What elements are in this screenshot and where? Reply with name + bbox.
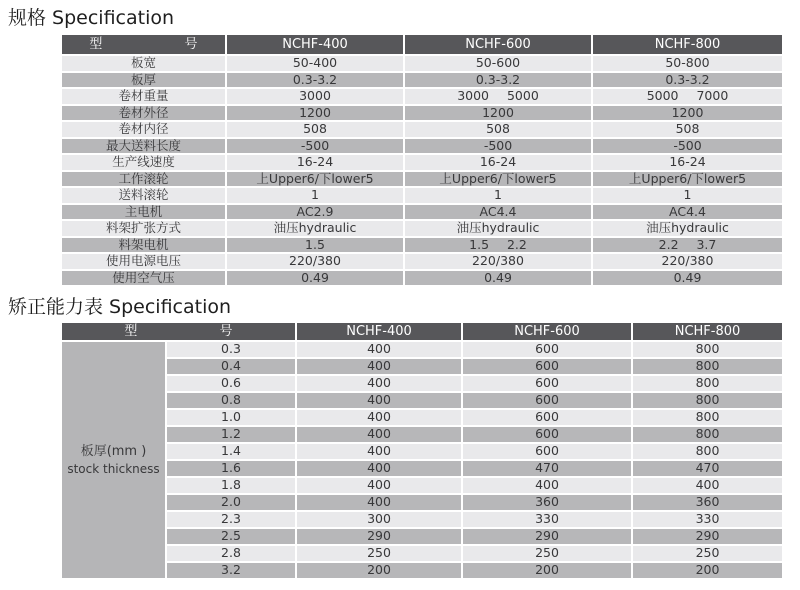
spec-header-nchf-600: NCHF-600	[405, 35, 591, 54]
capacity-value-cell: 400	[297, 410, 461, 425]
spec-value-cell: AC4.4	[405, 205, 591, 220]
spec-value-cell: 50-400	[227, 56, 403, 71]
capacity-value-cell: 400	[297, 478, 461, 493]
capacity-value-cell: 400	[297, 495, 461, 510]
capacity-value-cell: 290	[633, 529, 782, 544]
capacity-header-nchf-800: NCHF-800	[633, 323, 782, 340]
capacity-row	[62, 478, 782, 493]
spec-row	[62, 122, 782, 137]
spec-value-cell: -500	[227, 139, 403, 154]
spec-value-cell: AC2.9	[227, 205, 403, 220]
capacity-value-cell: 400	[297, 359, 461, 374]
spec-value-cell: 油压hydraulic	[593, 221, 782, 236]
capacity-value-cell: 250	[297, 546, 461, 561]
spec-row	[62, 155, 782, 170]
spec-value-cell: 0.3-3.2	[227, 73, 403, 88]
capacity-value-cell: 600	[463, 444, 631, 459]
spec-header-nchf-400: NCHF-400	[227, 35, 403, 54]
thickness-cell: 2.0	[167, 495, 295, 510]
capacity-row	[62, 342, 782, 357]
capacity-value-cell: 360	[463, 495, 631, 510]
spec-row	[62, 89, 782, 104]
capacity-value-cell: 400	[633, 478, 782, 493]
spec-value-cell: 1200	[593, 106, 782, 121]
spec-row	[62, 188, 782, 203]
group-label-en: stock thickness	[67, 461, 160, 476]
spec-row	[62, 271, 782, 286]
spec-row-label: 板宽	[62, 56, 225, 71]
capacity-row	[62, 410, 782, 425]
spec-value-cell: 油压hydraulic	[227, 221, 403, 236]
capacity-value-cell: 600	[463, 393, 631, 408]
spec-value-cell: 16-24	[593, 155, 782, 170]
capacity-row	[62, 444, 782, 459]
spec-row-label: 主电机	[62, 205, 225, 220]
thickness-cell: 2.8	[167, 546, 295, 561]
spec-table	[60, 33, 784, 287]
spec-row-label: 送料滚轮	[62, 188, 225, 203]
capacity-row	[62, 359, 782, 374]
spec-row-label: 生产线速度	[62, 155, 225, 170]
spec-table-body	[62, 56, 782, 285]
spec-row	[62, 172, 782, 187]
spec-value-cell: 1	[593, 188, 782, 203]
thickness-cell: 2.3	[167, 512, 295, 527]
spec-row-label: 最大送料长度	[62, 139, 225, 154]
thickness-cell: 0.6	[167, 376, 295, 391]
capacity-value-cell: 250	[463, 546, 631, 561]
capacity-row	[62, 376, 782, 391]
capacity-value-cell: 400	[297, 376, 461, 391]
capacity-value-cell: 600	[463, 359, 631, 374]
capacity-row	[62, 495, 782, 510]
capacity-value-cell: 400	[297, 393, 461, 408]
capacity-value-cell: 600	[463, 376, 631, 391]
spec-value-cell: 1.5 2.2	[405, 238, 591, 253]
spec-row	[62, 73, 782, 88]
thickness-cell: 1.4	[167, 444, 295, 459]
capacity-value-cell: 400	[297, 427, 461, 442]
spec-value-cell: 3000	[227, 89, 403, 104]
thickness-cell: 1.2	[167, 427, 295, 442]
spec-value-cell: 0.49	[405, 271, 591, 286]
capacity-header-nchf-600: NCHF-600	[463, 323, 631, 340]
thickness-cell: 0.8	[167, 393, 295, 408]
spec-value-cell: -500	[593, 139, 782, 154]
thickness-cell: 1.8	[167, 478, 295, 493]
spec-value-cell: 上Upper6/下lower5	[227, 172, 403, 187]
capacity-value-cell: 200	[633, 563, 782, 578]
spec-value-cell: 上Upper6/下lower5	[405, 172, 591, 187]
thickness-cell: 1.0	[167, 410, 295, 425]
capacity-value-cell: 470	[633, 461, 782, 476]
spec-value-cell: 1.5	[227, 238, 403, 253]
group-label-cn: 板厚(mm )	[80, 444, 147, 460]
capacity-value-cell: 600	[463, 427, 631, 442]
spec-value-cell: 50-600	[405, 56, 591, 71]
spec-row-label: 板厚	[62, 73, 225, 88]
capacity-header-row	[62, 323, 782, 340]
spec-row	[62, 254, 782, 269]
capacity-header-model-label: 型 号	[62, 323, 295, 340]
spec-value-cell: 0.3-3.2	[593, 73, 782, 88]
capacity-row	[62, 393, 782, 408]
capacity-value-cell: 800	[633, 393, 782, 408]
spec-value-cell: 16-24	[227, 155, 403, 170]
spec-value-cell: 508	[593, 122, 782, 137]
spec-row	[62, 139, 782, 154]
capacity-value-cell: 400	[463, 478, 631, 493]
spec-value-cell: 1200	[227, 106, 403, 121]
capacity-row	[62, 512, 782, 527]
capacity-value-cell: 400	[297, 342, 461, 357]
capacity-value-cell: 250	[633, 546, 782, 561]
capacity-table	[60, 321, 784, 580]
capacity-value-cell: 300	[297, 512, 461, 527]
spec-value-cell: 5000 7000	[593, 89, 782, 104]
capacity-value-cell: 470	[463, 461, 631, 476]
spec-row-label: 工作滚轮	[62, 172, 225, 187]
spec-value-cell: 220/380	[405, 254, 591, 269]
spec-value-cell: 3000 5000	[405, 89, 591, 104]
capacity-row	[62, 563, 782, 578]
spec-value-cell: 2.2 3.7	[593, 238, 782, 253]
spec-row-label: 卷材内径	[62, 122, 225, 137]
spec-row	[62, 106, 782, 121]
spec-value-cell: 508	[405, 122, 591, 137]
capacity-value-cell: 200	[463, 563, 631, 578]
spec-row-label: 卷材重量	[62, 89, 225, 104]
thickness-cell: 3.2	[167, 563, 295, 578]
spec-value-cell: 508	[227, 122, 403, 137]
capacity-row	[62, 461, 782, 476]
capacity-value-cell: 800	[633, 359, 782, 374]
capacity-value-cell: 800	[633, 342, 782, 357]
spec-row-label: 料架电机	[62, 238, 225, 253]
capacity-value-cell: 290	[463, 529, 631, 544]
spec-value-cell: 220/380	[593, 254, 782, 269]
spec-value-cell: 50-800	[593, 56, 782, 71]
spec-row-label: 使用电源电压	[62, 254, 225, 269]
capacity-value-cell: 800	[633, 376, 782, 391]
capacity-row	[62, 427, 782, 442]
stock-thickness-group-label	[62, 342, 165, 578]
spec-row-label: 卷材外径	[62, 106, 225, 121]
spec-value-cell: AC4.4	[593, 205, 782, 220]
capacity-value-cell: 400	[297, 461, 461, 476]
capacity-value-cell: 600	[463, 410, 631, 425]
capacity-value-cell: 800	[633, 444, 782, 459]
spec-value-cell: 1	[227, 188, 403, 203]
spec-value-cell: 上Upper6/下lower5	[593, 172, 782, 187]
spec-value-cell: 1200	[405, 106, 591, 121]
spec-row	[62, 205, 782, 220]
spec-row-label: 使用空气压	[62, 271, 225, 286]
capacity-section-title: 矫正能力表 Specification	[8, 296, 232, 318]
capacity-table-body	[62, 342, 782, 578]
spec-value-cell: -500	[405, 139, 591, 154]
spec-value-cell: 1	[405, 188, 591, 203]
spec-value-cell: 220/380	[227, 254, 403, 269]
spec-value-cell: 16-24	[405, 155, 591, 170]
thickness-cell: 0.3	[167, 342, 295, 357]
spec-row	[62, 238, 782, 253]
spec-header-nchf-800: NCHF-800	[593, 35, 782, 54]
capacity-value-cell: 330	[463, 512, 631, 527]
capacity-value-cell: 200	[297, 563, 461, 578]
spec-row	[62, 221, 782, 236]
capacity-header-nchf-400: NCHF-400	[297, 323, 461, 340]
capacity-row	[62, 529, 782, 544]
spec-header-model-label: 型 号	[62, 35, 225, 54]
spec-value-cell: 0.49	[227, 271, 403, 286]
spec-value-cell: 0.3-3.2	[405, 73, 591, 88]
thickness-cell: 1.6	[167, 461, 295, 476]
spec-row-label: 料架扩张方式	[62, 221, 225, 236]
spec-section-title: 规格 Specification	[8, 7, 175, 29]
spec-value-cell: 油压hydraulic	[405, 221, 591, 236]
spec-header-row	[62, 35, 782, 54]
capacity-value-cell: 290	[297, 529, 461, 544]
thickness-cell: 2.5	[167, 529, 295, 544]
capacity-row	[62, 546, 782, 561]
capacity-value-cell: 330	[633, 512, 782, 527]
capacity-value-cell: 800	[633, 427, 782, 442]
capacity-value-cell: 360	[633, 495, 782, 510]
capacity-value-cell: 800	[633, 410, 782, 425]
capacity-value-cell: 400	[297, 444, 461, 459]
spec-value-cell: 0.49	[593, 271, 782, 286]
capacity-value-cell: 600	[463, 342, 631, 357]
thickness-cell: 0.4	[167, 359, 295, 374]
spec-row	[62, 56, 782, 71]
